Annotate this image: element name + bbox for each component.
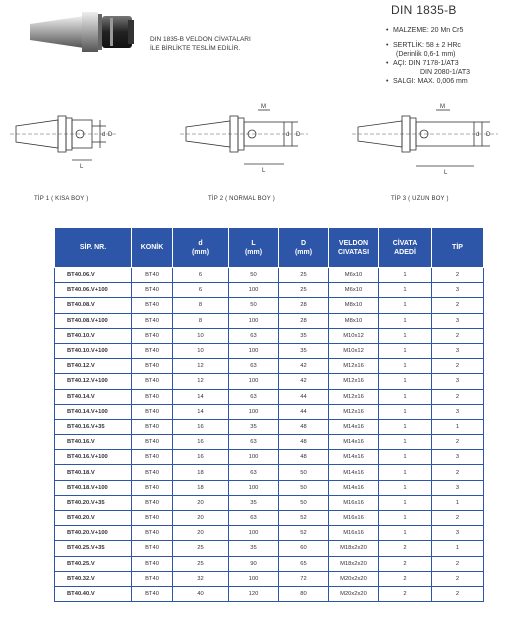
label-d: d xyxy=(286,132,290,138)
header-veldon: VELDON CIVATASI xyxy=(329,228,379,268)
cell-tip: 2 xyxy=(432,298,484,313)
cell-tip: 3 xyxy=(432,374,484,389)
cell-tip: 1 xyxy=(432,541,484,556)
cell-D: 60 xyxy=(279,541,329,556)
cell-tip: 2 xyxy=(432,359,484,374)
cell-d: 16 xyxy=(173,419,229,434)
cell-D: 25 xyxy=(279,283,329,298)
cell-sip-nr: BT40.10.V xyxy=(55,328,132,343)
cell-sip-nr: BT40.06.V+100 xyxy=(55,283,132,298)
table-row xyxy=(55,313,484,328)
table-row xyxy=(55,298,484,313)
cell-sip-nr: BT40.20.V+35 xyxy=(55,495,132,510)
cell-civata-adedi: 1 xyxy=(379,298,432,313)
cell-sip-nr: BT40.12.V xyxy=(55,359,132,374)
cell-tip: 3 xyxy=(432,480,484,495)
cell-d: 20 xyxy=(173,526,229,541)
cell-L: 100 xyxy=(229,374,279,389)
cell-L: 63 xyxy=(229,435,279,450)
cell-veldon: M12x16 xyxy=(329,374,379,389)
cell-D: 80 xyxy=(279,586,329,601)
caption-type-1: TİP 1 ( KISA BOY ) xyxy=(34,196,89,202)
cell-L: 63 xyxy=(229,511,279,526)
cell-tip: 3 xyxy=(432,450,484,465)
cell-d: 40 xyxy=(173,586,229,601)
table-row xyxy=(55,419,484,434)
label-L: L xyxy=(444,170,448,176)
cell-L: 100 xyxy=(229,526,279,541)
cell-konik: BT40 xyxy=(132,435,173,450)
spec-runout: • SALGI: MAX. 0,006 mm xyxy=(386,78,468,85)
cell-civata-adedi: 1 xyxy=(379,465,432,480)
header-tip: TİP xyxy=(432,228,484,268)
cell-konik: BT40 xyxy=(132,556,173,571)
cell-L: 100 xyxy=(229,450,279,465)
table-header-row xyxy=(55,228,484,268)
cell-tip: 3 xyxy=(432,343,484,358)
label-D: D xyxy=(296,132,301,138)
cell-konik: BT40 xyxy=(132,541,173,556)
table-row xyxy=(55,465,484,480)
table-row xyxy=(55,328,484,343)
cell-D: 48 xyxy=(279,450,329,465)
cell-konik: BT40 xyxy=(132,328,173,343)
cell-konik: BT40 xyxy=(132,586,173,601)
cell-civata-adedi: 1 xyxy=(379,526,432,541)
cell-veldon: M10x12 xyxy=(329,328,379,343)
cell-D: 52 xyxy=(279,526,329,541)
table-row xyxy=(55,511,484,526)
cell-civata-adedi: 2 xyxy=(379,571,432,586)
cell-konik: BT40 xyxy=(132,283,173,298)
cell-sip-nr: BT40.20.V xyxy=(55,511,132,526)
cell-civata-adedi: 1 xyxy=(379,435,432,450)
table-row xyxy=(55,283,484,298)
cell-tip: 2 xyxy=(432,571,484,586)
product-table xyxy=(54,227,484,602)
cell-veldon: M14x16 xyxy=(329,480,379,495)
cell-L: 35 xyxy=(229,541,279,556)
cell-civata-adedi: 1 xyxy=(379,450,432,465)
cell-civata-adedi: 1 xyxy=(379,343,432,358)
cell-L: 100 xyxy=(229,571,279,586)
header-D: D (mm) xyxy=(279,228,329,268)
cell-sip-nr: BT40.25.V+35 xyxy=(55,541,132,556)
cell-sip-nr: BT40.18.V xyxy=(55,465,132,480)
note-line-1: DIN 1835-B VELDON CİVATALARI xyxy=(150,36,251,43)
drawing-type-3 xyxy=(352,100,502,185)
cell-L: 100 xyxy=(229,404,279,419)
header-d: d (mm) xyxy=(173,228,229,268)
cell-sip-nr: BT40.16.V+35 xyxy=(55,419,132,434)
cell-d: 14 xyxy=(173,389,229,404)
cell-sip-nr: BT40.16.V xyxy=(55,435,132,450)
header-sip-nr: SİP. NR. xyxy=(55,228,132,268)
cell-tip: 2 xyxy=(432,328,484,343)
table-row xyxy=(55,495,484,510)
standard-title: DIN 1835-B xyxy=(391,3,457,17)
spec-angle-2: DIN 2080-1/AT3 xyxy=(420,69,471,76)
cell-d: 12 xyxy=(173,359,229,374)
cell-konik: BT40 xyxy=(132,465,173,480)
table-row xyxy=(55,343,484,358)
cell-veldon: M6x10 xyxy=(329,268,379,283)
table-row xyxy=(55,404,484,419)
cell-veldon: M18x2x20 xyxy=(329,541,379,556)
cell-veldon: M14x16 xyxy=(329,465,379,480)
label-D: D xyxy=(486,132,491,138)
cell-veldon: M12x16 xyxy=(329,404,379,419)
cell-veldon: M16x16 xyxy=(329,526,379,541)
cell-tip: 2 xyxy=(432,556,484,571)
label-d: d xyxy=(476,132,480,138)
label-L: L xyxy=(80,164,84,170)
cell-d: 25 xyxy=(173,541,229,556)
cell-civata-adedi: 1 xyxy=(379,328,432,343)
cell-sip-nr: BT40.08.V xyxy=(55,298,132,313)
cell-sip-nr: BT40.14.V+100 xyxy=(55,404,132,419)
label-M: M xyxy=(440,104,445,110)
label-L: L xyxy=(262,168,266,174)
table-row xyxy=(55,526,484,541)
cell-sip-nr: BT40.20.V+100 xyxy=(55,526,132,541)
cell-civata-adedi: 1 xyxy=(379,495,432,510)
cell-veldon: M6x10 xyxy=(329,283,379,298)
cell-tip: 3 xyxy=(432,283,484,298)
cell-konik: BT40 xyxy=(132,389,173,404)
cell-sip-nr: BT40.10.V+100 xyxy=(55,343,132,358)
table-row xyxy=(55,480,484,495)
cell-D: 28 xyxy=(279,298,329,313)
cell-d: 16 xyxy=(173,435,229,450)
cell-sip-nr: BT40.08.V+100 xyxy=(55,313,132,328)
table-row xyxy=(55,374,484,389)
cell-D: 50 xyxy=(279,495,329,510)
cell-konik: BT40 xyxy=(132,450,173,465)
cell-civata-adedi: 1 xyxy=(379,389,432,404)
cell-konik: BT40 xyxy=(132,571,173,586)
cell-d: 8 xyxy=(173,313,229,328)
cell-d: 20 xyxy=(173,495,229,510)
cell-D: 44 xyxy=(279,389,329,404)
cell-d: 6 xyxy=(173,268,229,283)
table-row xyxy=(55,571,484,586)
label-D: D xyxy=(108,132,113,138)
cell-civata-adedi: 1 xyxy=(379,313,432,328)
cell-d: 14 xyxy=(173,404,229,419)
cell-tip: 3 xyxy=(432,404,484,419)
cell-L: 35 xyxy=(229,495,279,510)
cell-d: 12 xyxy=(173,374,229,389)
table-row xyxy=(55,435,484,450)
cell-veldon: M16x16 xyxy=(329,495,379,510)
cell-L: 35 xyxy=(229,419,279,434)
cell-sip-nr: BT40.16.V+100 xyxy=(55,450,132,465)
cell-sip-nr: BT40.18.V+100 xyxy=(55,480,132,495)
table-row xyxy=(55,389,484,404)
cell-tip: 2 xyxy=(432,511,484,526)
cell-D: 50 xyxy=(279,480,329,495)
cell-D: 42 xyxy=(279,374,329,389)
table-row xyxy=(55,268,484,283)
cell-veldon: M14x16 xyxy=(329,435,379,450)
cell-veldon: M10x12 xyxy=(329,343,379,358)
table-row xyxy=(55,359,484,374)
cell-civata-adedi: 2 xyxy=(379,586,432,601)
cell-D: 35 xyxy=(279,343,329,358)
cell-civata-adedi: 1 xyxy=(379,419,432,434)
cell-L: 100 xyxy=(229,343,279,358)
delivery-note xyxy=(150,35,251,53)
header-L: L (mm) xyxy=(229,228,279,268)
cell-sip-nr: BT40.40.V xyxy=(55,586,132,601)
cell-L: 90 xyxy=(229,556,279,571)
cell-d: 20 xyxy=(173,511,229,526)
cell-veldon: M20x2x20 xyxy=(329,571,379,586)
cell-civata-adedi: 1 xyxy=(379,268,432,283)
cell-veldon: M20x2x20 xyxy=(329,586,379,601)
drawing-type-2 xyxy=(180,100,310,185)
cell-D: 72 xyxy=(279,571,329,586)
cell-tip: 2 xyxy=(432,435,484,450)
caption-type-3: TİP 3 ( UZUN BOY ) xyxy=(391,196,449,202)
cell-konik: BT40 xyxy=(132,480,173,495)
table-row xyxy=(55,586,484,601)
cell-veldon: M16x16 xyxy=(329,511,379,526)
table-row xyxy=(55,450,484,465)
note-line-2: İLE BİRLİKTE TESLİM EDİLİR. xyxy=(150,45,241,52)
cell-civata-adedi: 2 xyxy=(379,541,432,556)
cell-D: 42 xyxy=(279,359,329,374)
cell-L: 100 xyxy=(229,313,279,328)
label-d: d xyxy=(102,132,106,138)
cell-civata-adedi: 1 xyxy=(379,283,432,298)
cell-D: 44 xyxy=(279,404,329,419)
cell-tip: 3 xyxy=(432,526,484,541)
cell-sip-nr: BT40.32.V xyxy=(55,571,132,586)
cell-konik: BT40 xyxy=(132,419,173,434)
caption-type-2: TİP 2 ( NORMAL BOY ) xyxy=(208,196,275,202)
cell-veldon: M18x2x20 xyxy=(329,556,379,571)
cell-L: 100 xyxy=(229,283,279,298)
cell-d: 18 xyxy=(173,465,229,480)
cell-D: 65 xyxy=(279,556,329,571)
cell-sip-nr: BT40.06.V xyxy=(55,268,132,283)
cell-konik: BT40 xyxy=(132,268,173,283)
table-body xyxy=(55,268,484,602)
cell-civata-adedi: 1 xyxy=(379,359,432,374)
cell-L: 63 xyxy=(229,465,279,480)
drawing-type-1 xyxy=(10,100,120,185)
cell-d: 10 xyxy=(173,328,229,343)
cell-d: 10 xyxy=(173,343,229,358)
cell-veldon: M8x10 xyxy=(329,298,379,313)
cell-L: 120 xyxy=(229,586,279,601)
cell-konik: BT40 xyxy=(132,404,173,419)
cell-D: 25 xyxy=(279,268,329,283)
cell-D: 50 xyxy=(279,465,329,480)
cell-konik: BT40 xyxy=(132,343,173,358)
spec-list xyxy=(386,26,470,86)
cell-civata-adedi: 1 xyxy=(379,404,432,419)
cell-sip-nr: BT40.14.V xyxy=(55,389,132,404)
cell-tip: 3 xyxy=(432,313,484,328)
cell-D: 48 xyxy=(279,419,329,434)
cell-sip-nr: BT40.25.V xyxy=(55,556,132,571)
spec-hardness: • SERTLİK: 58 ± 2 HRc xyxy=(386,42,461,49)
cell-L: 50 xyxy=(229,268,279,283)
cell-veldon: M14x16 xyxy=(329,450,379,465)
cell-konik: BT40 xyxy=(132,511,173,526)
cell-civata-adedi: 1 xyxy=(379,480,432,495)
cell-tip: 1 xyxy=(432,495,484,510)
cell-D: 28 xyxy=(279,313,329,328)
cell-d: 32 xyxy=(173,571,229,586)
cell-d: 18 xyxy=(173,480,229,495)
cell-konik: BT40 xyxy=(132,495,173,510)
cell-L: 100 xyxy=(229,480,279,495)
spec-angle: • AÇI: DIN 7178-1/AT3 xyxy=(386,60,459,67)
product-photo xyxy=(22,6,142,58)
cell-civata-adedi: 2 xyxy=(379,556,432,571)
cell-D: 52 xyxy=(279,511,329,526)
cell-konik: BT40 xyxy=(132,298,173,313)
cell-D: 48 xyxy=(279,435,329,450)
cell-L: 63 xyxy=(229,389,279,404)
cell-L: 63 xyxy=(229,359,279,374)
cell-veldon: M12x16 xyxy=(329,359,379,374)
cell-sip-nr: BT40.12.V+100 xyxy=(55,374,132,389)
cell-veldon: M12x16 xyxy=(329,389,379,404)
cell-tip: 2 xyxy=(432,268,484,283)
cell-civata-adedi: 1 xyxy=(379,511,432,526)
cell-L: 50 xyxy=(229,298,279,313)
cell-konik: BT40 xyxy=(132,313,173,328)
cell-tip: 2 xyxy=(432,389,484,404)
table-row xyxy=(55,556,484,571)
cell-tip: 2 xyxy=(432,465,484,480)
cell-civata-adedi: 1 xyxy=(379,374,432,389)
cell-tip: 2 xyxy=(432,586,484,601)
spec-material: • MALZEME: 20 Mn Cr5 xyxy=(386,27,464,34)
cell-d: 6 xyxy=(173,283,229,298)
cell-veldon: M8x10 xyxy=(329,313,379,328)
cell-d: 25 xyxy=(173,556,229,571)
table-row xyxy=(55,541,484,556)
cell-d: 8 xyxy=(173,298,229,313)
cell-konik: BT40 xyxy=(132,374,173,389)
cell-d: 16 xyxy=(173,450,229,465)
cell-tip: 1 xyxy=(432,419,484,434)
header-civata-adedi: CİVATA ADEDİ xyxy=(379,228,432,268)
label-M: M xyxy=(261,104,266,110)
cell-veldon: M14x16 xyxy=(329,419,379,434)
header-konik: KONİK xyxy=(132,228,173,268)
cell-D: 35 xyxy=(279,328,329,343)
cell-L: 63 xyxy=(229,328,279,343)
spec-hardness-depth: (Derinlik 0,6-1 mm) xyxy=(396,51,456,58)
cell-konik: BT40 xyxy=(132,359,173,374)
cell-konik: BT40 xyxy=(132,526,173,541)
